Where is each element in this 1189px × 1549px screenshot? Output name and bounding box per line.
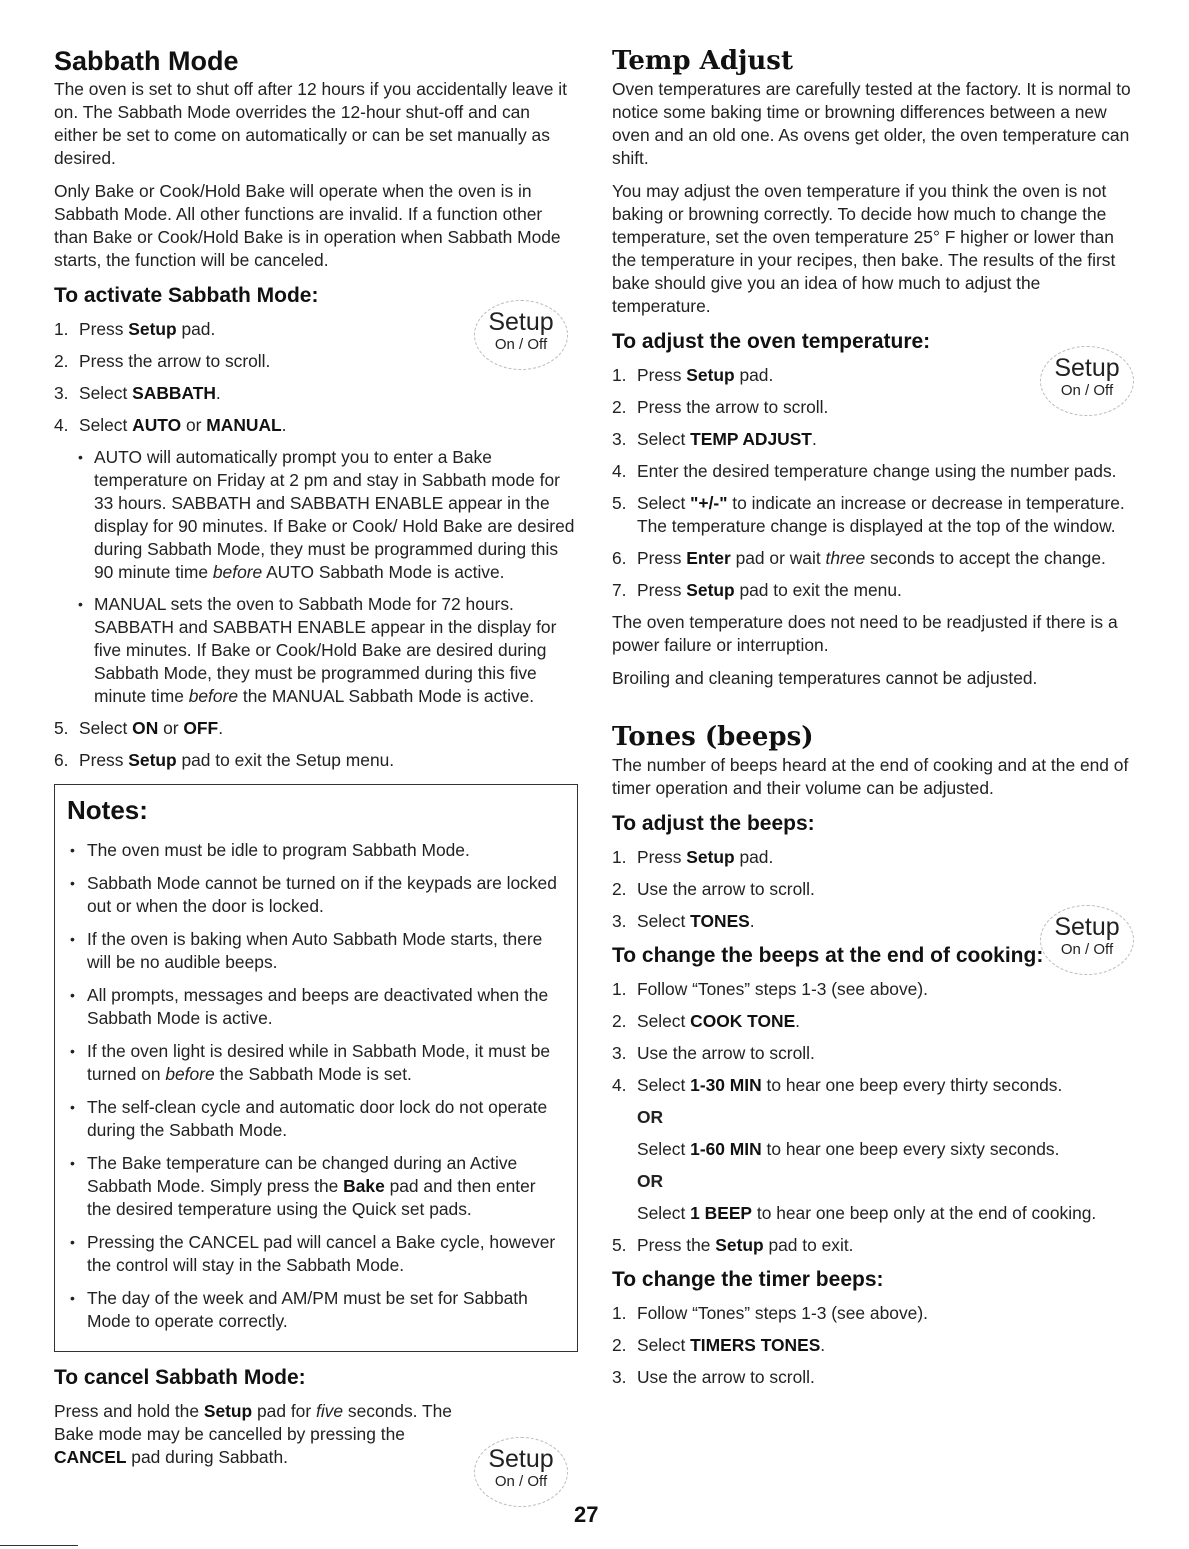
list-item: 5. Press the Setup pad to exit. (612, 1235, 854, 1255)
list-item: 1. Press Setup pad. (612, 365, 774, 385)
list-item: 1. Press Setup pad. (612, 847, 774, 867)
list-item: 1. Follow “Tones” steps 1-3 (see above). (612, 1303, 928, 1323)
list-item: 2. Press the arrow to scroll. (612, 397, 829, 417)
sabbath-functions-paragraph: Only Bake or Cook/Hold Bake will operate when the oven is in Sabbath Mode. All other functions are invalid. If a function other than Bake or Cook/Hold Bake is in operation when Sabbath Mode starts, the function will be canceled. (54, 181, 561, 270)
list-item: 4. Select AUTO or MANUAL. (54, 415, 287, 435)
note-item: • Sabbath Mode cannot be turned on if the keypads are locked out or when the door is locked. (67, 872, 563, 918)
list-item: 1. Follow “Tones” steps 1-3 (see above). (612, 979, 928, 999)
notes-box (54, 784, 578, 1352)
list-item: 6. Press Setup pad to exit the Setup menu. (54, 750, 395, 770)
note-item: • Pressing the CANCEL pad will cancel a Bake cycle, however the control will stay in the Sabbath Mode. (67, 1231, 563, 1277)
list-item: 2. Select COOK TONE. (612, 1011, 801, 1031)
list-item: 4. Select 1-30 MIN to hear one beep every thirty seconds. (612, 1075, 1063, 1095)
notes-list (67, 839, 563, 1333)
cancel-sabbath-heading: To cancel Sabbath Mode: (54, 1366, 306, 1389)
temp-intro-paragraph: Oven temperatures are carefully tested at the factory. It is normal to notice some baking time or browning differences between a new oven and an old one. As ovens get older, the oven temperature can shift. (612, 79, 1131, 168)
list-item: 6. Press Enter pad or wait three seconds to accept the change. (612, 548, 1106, 568)
note-item: • If the oven is baking when Auto Sabbath Mode starts, there will be no audible beeps. (67, 928, 563, 974)
note-item: • All prompts, messages and beeps are deactivated when the Sabbath Mode is active. (67, 984, 563, 1030)
setup-on-off-pad-illustration: Setup On / Off (1040, 905, 1134, 975)
list-item: 3. Select TONES. (612, 911, 755, 931)
tones-title: Tones (beeps) (612, 722, 814, 752)
temp-readjust-paragraph: The oven temperature does not need to be readjusted if there is a power failure or interruption. (612, 612, 1118, 655)
cook-tone-alt-2: Select 1 BEEP to hear one beep only at the end of cooking. (637, 1203, 1097, 1223)
setup-on-off-pad-illustration: Setup On / Off (474, 1437, 568, 1507)
sabbath-mode-options-list (54, 446, 578, 708)
note-item: • The oven must be idle to program Sabbath Mode. (67, 839, 563, 862)
list-item: 5. Select ON or OFF. (54, 718, 224, 738)
sabbath-intro-paragraph: The oven is set to shut off after 12 hours if you accidentally leave it on. The Sabbath Mode overrides the 12-hour shut-off and can either be set to come on automatically or can be set manually as desired. (54, 79, 567, 168)
cancel-sabbath-text: Press and hold the Setup pad for five seconds. The Bake mode may be cancelled by pressing the CANCEL pad during Sabbath. (54, 1401, 452, 1467)
or-label: OR (637, 1171, 664, 1191)
tones-intro-paragraph: The number of beeps heard at the end of cooking and at the end of timer operation and their volume can be adjusted. (612, 755, 1129, 798)
page-number: 27 (574, 1502, 599, 1527)
list-item: 3. Use the arrow to scroll. (612, 1043, 815, 1063)
activate-steps-continued (54, 717, 578, 772)
cooking-beeps-steps-list (612, 978, 1142, 1097)
temp-broil-paragraph: Broiling and cleaning temperatures cannot be adjusted. (612, 668, 1038, 688)
list-item: 3. Select TEMP ADJUST. (612, 429, 817, 449)
left-column (54, 44, 578, 1479)
setup-on-off-pad-illustration: Setup On / Off (1040, 346, 1134, 416)
footer-rule (0, 1545, 78, 1546)
note-item: • The self-clean cycle and automatic door lock do not operate during the Sabbath Mode. (67, 1096, 563, 1142)
list-item: 3. Use the arrow to scroll. (612, 1367, 815, 1387)
list-item: 5. Select "+/-" to indicate an increase or decrease in temperature. The temperature change is displayed at the top of the window. (612, 493, 1125, 536)
adjust-beeps-heading: To adjust the beeps: (612, 812, 815, 835)
temp-adjust-paragraph: You may adjust the oven temperature if you think the oven is not baking or browning correctly. To decide how much to change the temperature, set the oven temperature 25° F higher or lower than the temperature in your recipes, then bake. The results of the first bake should give you an idea of how much to adjust the temperature. (612, 181, 1116, 316)
list-item: 2. Select TIMERS TONES. (612, 1335, 826, 1355)
setup-on-off-pad-illustration: Setup On / Off (474, 300, 568, 370)
cooking-beeps-steps-continued (612, 1234, 1142, 1257)
activate-sabbath-heading: To activate Sabbath Mode: (54, 284, 319, 307)
note-item: • The day of the week and AM/PM must be set for Sabbath Mode to operate correctly. (67, 1287, 563, 1333)
timer-beeps-steps-list (612, 1302, 1142, 1389)
note-item: • The Bake temperature can be changed during an Active Sabbath Mode. Simply press the Bake pad and then enter the desired temperature using the Quick set pads. (67, 1152, 563, 1221)
cook-tone-alt-1: Select 1-60 MIN to hear one beep every sixty seconds. (637, 1139, 1060, 1159)
temp-adjust-title: Temp Adjust (612, 46, 793, 76)
list-item: 1. Press Setup pad. (54, 319, 216, 339)
auto-option-bullet: • AUTO will automatically prompt you to enter a Bake temperature on Friday at 2 pm and stay in Sabbath mode for 33 hours. SABBATH and SABBATH ENABLE appear in the display for 90 minutes. If Bake or Cook/ Hold Bake are desired during Sabbath Mode, they must be programmed during this 90 minute time before AUTO Sabbath Mode is active. (54, 446, 578, 584)
list-item: 2. Press the arrow to scroll. (54, 351, 271, 371)
note-item: • If the oven light is desired while in Sabbath Mode, it must be turned on before the Sabbath Mode is set. (67, 1040, 563, 1086)
sabbath-mode-title: Sabbath Mode (54, 46, 239, 76)
cooking-beeps-heading: To change the beeps at the end of cooking: (612, 944, 1044, 967)
list-item: 3. Select SABBATH. (54, 383, 221, 403)
right-column (612, 44, 1142, 1398)
notes-title: Notes: (67, 795, 148, 825)
list-item: 2. Use the arrow to scroll. (612, 879, 815, 899)
timer-beeps-heading: To change the timer beeps: (612, 1268, 884, 1291)
adjust-oven-temp-heading: To adjust the oven temperature: (612, 330, 931, 353)
list-item: 4. Enter the desired temperature change using the number pads. (612, 461, 1117, 481)
manual-option-bullet: • MANUAL sets the oven to Sabbath Mode for 72 hours. SABBATH and SABBATH ENABLE appear in the display for five minutes. If Bake or Cook/Hold Bake are desired during Sabbath Mode, they must be programmed during this five minute time before the MANUAL Sabbath Mode is active. (54, 593, 578, 708)
list-item: 7. Press Setup pad to exit the menu. (612, 580, 902, 600)
or-label: OR (637, 1107, 664, 1127)
